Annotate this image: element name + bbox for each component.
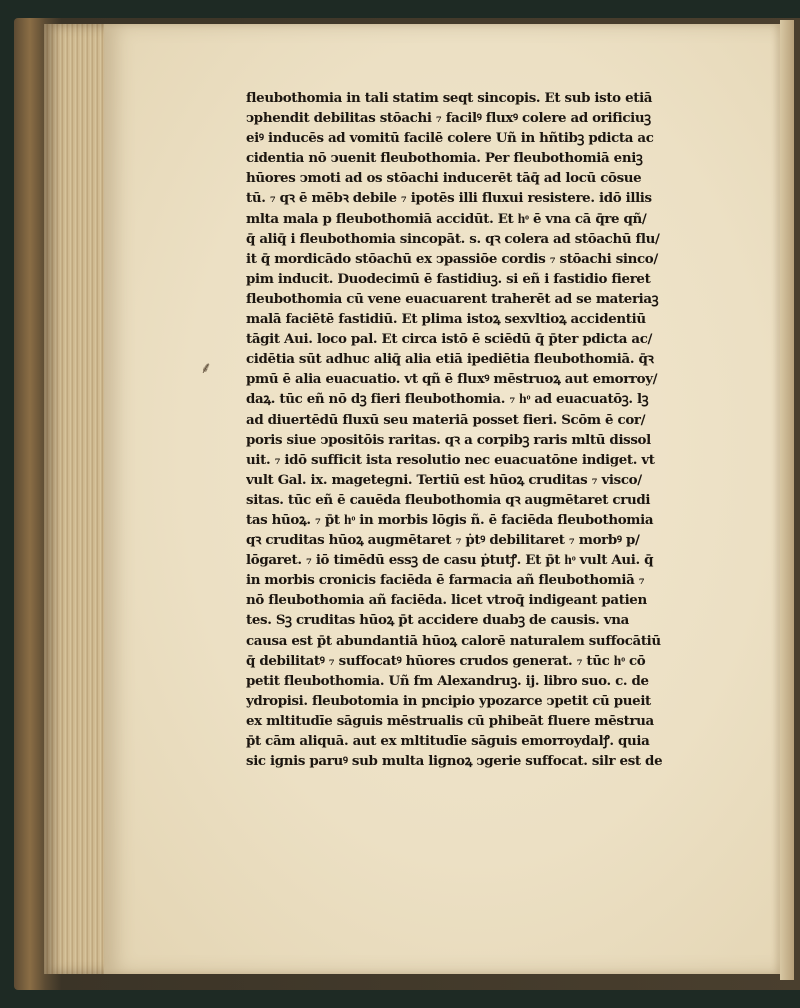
text-line: daꝝ. tūc eñ nō dꝫ fieri fleubothomia. ₇ hͦ ad euacuatōꝫ. lꝫ xyxy=(246,391,649,408)
text-line: q̄ debilitatꝰ ₇ suffocatꝰ hūores crudos generat. ₇ tūc hͦ cō xyxy=(246,652,646,669)
text-line: tes. Sꝫ cruditas hūoꝝ p̄t accidere duabꝫ de causis. vna xyxy=(246,612,629,629)
text-line: p̄t cām aliquā. aut ex mltitudīe sāguis emorroydalꝭ. quia xyxy=(246,733,650,749)
text-line: poris siue ↄpositōis raritas. qꝛ a corpibꝫ raris mltū dissol xyxy=(246,431,651,448)
page-edges xyxy=(44,24,110,974)
text-line: pmū ē alia euacuatio. vt qñ ē fluxꝰ mēstruoꝝ aut emorroy/ xyxy=(246,371,658,388)
text-line: eiꝰ inducēs ad vomitū facilē colere Uñ in hñtibꝫ pdicta ac xyxy=(246,130,654,147)
marginal-mark: ⸙ xyxy=(200,358,213,377)
text-line: sitas. tūc eñ ē cauēda fleubothomia qꝛ augmētaret crudi xyxy=(246,491,651,508)
text-line: hūores ↄmoti ad os stōachi inducerēt tāq̄ ad locū cōsue xyxy=(246,170,642,187)
text-line: it q̄ mordicādo stōachū ex ↄpassiōe cordis ₇ stōachi sinco/ xyxy=(246,250,658,267)
text-line: malā faciētē fastidiū. Et plima istoꝝ sexvltioꝝ accidentiū xyxy=(246,311,646,328)
text-line: nō fleubothomia añ faciēda. licet vtroq̄ indigeant patien xyxy=(246,592,647,609)
text-line: in morbis cronicis faciēda ē farmacia añ fleubothomiā ₇ xyxy=(246,572,645,589)
text-line: lōgaret. ₇ iō timēdū essꝫ de casu ṗtutꝭ. Et p̄t hͦ vult Aui. q̄ xyxy=(246,552,654,569)
text-line: uit. ₇ idō sufficit ista resolutio nec euacuatōne indiget. vt xyxy=(246,451,655,468)
text-line: fleubothomia in tali statim seqt sincopis. Et sub isto etiā xyxy=(246,90,653,106)
text-line: cidentia nō ↄuenit fleubothomia. Per fleubothomiā eniꝫ xyxy=(246,150,643,167)
facing-page-edge xyxy=(780,20,794,980)
text-line: tas hūoꝝ. ₇ p̄t hͦ in morbis lōgis ñ. ē faciēda fleubothomia xyxy=(246,511,654,528)
text-line: pim inducit. Duodecimū ē fastidiuꝫ. si eñ i fastidio fieret xyxy=(246,270,651,287)
text-line: ydropisi. fleubotomia in pncipio ypozarce ↄpetit cū pueit xyxy=(246,692,651,709)
text-line: ex mltitudīe sāguis mēstrualis cū phibeāt fluere mēstrua xyxy=(246,712,654,729)
text-line: causa est p̄t abundantiā hūoꝝ calorē naturalem suffocātiū xyxy=(246,632,661,649)
text-line: cidētia sūt adhuc aliq̄ alia etiā ipediētia fleubothomiā. q̄ꝛ xyxy=(246,351,654,368)
text-line: qꝛ cruditas hūoꝝ augmētaret ₇ ṗtꝰ debilitaret ₇ morbꝰ p/ xyxy=(246,532,640,549)
text-line: petit fleubothomia. Uñ fm Alexandruꝫ. ij. libro suo. c. de xyxy=(246,672,649,689)
text-line: vult Gal. ix. magetegni. Tertiū est hūoꝝ cruditas ₇ visco/ xyxy=(246,471,642,488)
text-line: mlta mala p fleubothomiā accidūt. Et hͦ ē vna cā q̄re qñ/ xyxy=(246,210,647,227)
text-line: ↄphendit debilitas stōachi ₇ facilꝰ fluxꝰ colere ad orificiuꝫ xyxy=(246,110,651,127)
text-line: tāgit Aui. loco pal. Et circa istō ē sciēdū q̄ p̄ter pdicta ac/ xyxy=(246,331,653,348)
text-line: fleubothomia cū vene euacuarent traherēt ad se materiaꝫ xyxy=(246,290,659,307)
text-line: sic ignis paruꝰ sub multa lignoꝝ ↄgerie suffocat. silr est de xyxy=(246,753,663,770)
text-line: ad diuertēdū fluxū seu materiā posset fieri. Scōm ē cor/ xyxy=(246,411,646,428)
text-line: tū. ₇ qꝛ ē mēbꝛ debile ₇ ipotēs illi fluxui resistere. idō illis xyxy=(246,190,652,207)
text-line: q̄ aliq̄ i fleubothomia sincopāt. s. qꝛ colera ad stōachū flu/ xyxy=(246,230,660,247)
text-block xyxy=(246,88,732,771)
